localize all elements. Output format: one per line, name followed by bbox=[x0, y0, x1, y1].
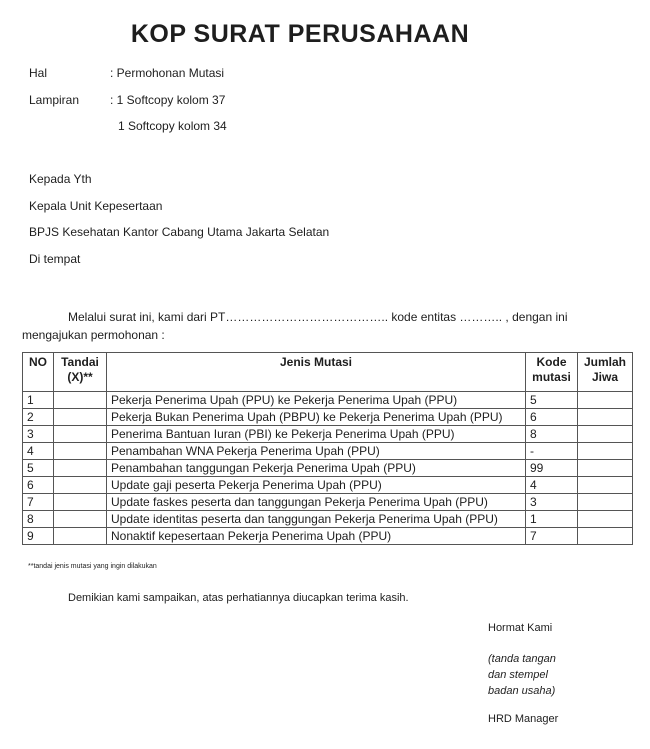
cell-kode: - bbox=[526, 443, 578, 460]
hal-value: : Permohonan Mutasi bbox=[110, 66, 225, 80]
cell-no: 8 bbox=[23, 511, 54, 528]
cell-jiwa[interactable] bbox=[578, 511, 633, 528]
recipient-line-3: BPJS Kesehatan Kantor Cabang Utama Jakarta Selatan bbox=[29, 225, 330, 239]
table-header-row bbox=[23, 353, 633, 392]
table-row bbox=[23, 426, 633, 443]
intro-line-1: Melalui surat ini, kami dari PT………………………………….. kode entitas ……….. , dengan ini bbox=[68, 310, 568, 324]
cell-jiwa[interactable] bbox=[578, 528, 633, 545]
table-row bbox=[23, 392, 633, 409]
header-no: NO bbox=[23, 353, 54, 392]
hal-label: Hal bbox=[29, 66, 48, 80]
cell-jiwa[interactable] bbox=[578, 409, 633, 426]
signature-greeting: Hormat Kami bbox=[488, 622, 553, 634]
signature-note-1: (tanda tangan bbox=[488, 653, 556, 665]
cell-tandai[interactable] bbox=[54, 460, 107, 477]
cell-tandai[interactable] bbox=[54, 494, 107, 511]
cell-jenis: Pekerja Penerima Upah (PPU) ke Pekerja Penerima Upah (PPU) bbox=[107, 392, 526, 409]
cell-kode: 7 bbox=[526, 528, 578, 545]
cell-kode: 8 bbox=[526, 426, 578, 443]
cell-jenis: Update identitas peserta dan tanggungan Pekerja Penerima Upah (PPU) bbox=[107, 511, 526, 528]
cell-kode: 99 bbox=[526, 460, 578, 477]
header-kode-mutasi: Kode mutasi bbox=[526, 353, 578, 392]
cell-kode: 3 bbox=[526, 494, 578, 511]
cell-no: 4 bbox=[23, 443, 54, 460]
cell-no: 7 bbox=[23, 494, 54, 511]
table-row bbox=[23, 494, 633, 511]
cell-kode: 4 bbox=[526, 477, 578, 494]
cell-jiwa[interactable] bbox=[578, 460, 633, 477]
cell-no: 6 bbox=[23, 477, 54, 494]
lampiran-value-2: 1 Softcopy kolom 34 bbox=[118, 119, 227, 133]
cell-no: 9 bbox=[23, 528, 54, 545]
lampiran-label: Lampiran bbox=[29, 93, 80, 107]
signature-note-3: badan usaha) bbox=[488, 685, 556, 697]
table-footnote: **tandai jenis mutasi yang ingin dilakukan bbox=[28, 563, 157, 570]
cell-jiwa[interactable] bbox=[578, 477, 633, 494]
header-tandai: Tandai (X)** bbox=[54, 353, 107, 392]
cell-jenis: Penerima Bantuan Iuran (PBI) ke Pekerja Penerima Upah (PPU) bbox=[107, 426, 526, 443]
recipient-line-4: Di tempat bbox=[29, 252, 81, 266]
cell-jiwa[interactable] bbox=[578, 443, 633, 460]
cell-no: 2 bbox=[23, 409, 54, 426]
table-row bbox=[23, 528, 633, 545]
cell-jenis: Update gaji peserta Pekerja Penerima Upah (PPU) bbox=[107, 477, 526, 494]
cell-tandai[interactable] bbox=[54, 511, 107, 528]
cell-no: 5 bbox=[23, 460, 54, 477]
cell-tandai[interactable] bbox=[54, 477, 107, 494]
cell-kode: 6 bbox=[526, 409, 578, 426]
cell-jenis: Nonaktif kepesertaan Pekerja Penerima Upah (PPU) bbox=[107, 528, 526, 545]
cell-tandai[interactable] bbox=[54, 392, 107, 409]
cell-tandai[interactable] bbox=[54, 528, 107, 545]
cell-no: 1 bbox=[23, 392, 54, 409]
signature-note-2: dan stempel bbox=[488, 669, 548, 681]
table-row bbox=[23, 477, 633, 494]
cell-tandai[interactable] bbox=[54, 443, 107, 460]
cell-no: 3 bbox=[23, 426, 54, 443]
cell-jenis: Penambahan WNA Pekerja Penerima Upah (PPU) bbox=[107, 443, 526, 460]
cell-kode: 1 bbox=[526, 511, 578, 528]
mutation-table bbox=[22, 352, 633, 545]
recipient-line-2: Kepala Unit Kepesertaan bbox=[29, 199, 163, 213]
cell-jiwa[interactable] bbox=[578, 494, 633, 511]
table-row bbox=[23, 460, 633, 477]
cell-jiwa[interactable] bbox=[578, 426, 633, 443]
table-row bbox=[23, 443, 633, 460]
cell-jenis: Update faskes peserta dan tanggungan Pekerja Penerima Upah (PPU) bbox=[107, 494, 526, 511]
cell-tandai[interactable] bbox=[54, 426, 107, 443]
cell-kode: 5 bbox=[526, 392, 578, 409]
cell-jenis: Penambahan tanggungan Pekerja Penerima Upah (PPU) bbox=[107, 460, 526, 477]
cell-jenis: Pekerja Bukan Penerima Upah (PBPU) ke Pekerja Penerima Upah (PPU) bbox=[107, 409, 526, 426]
cell-tandai[interactable] bbox=[54, 409, 107, 426]
closing-sentence: Demikian kami sampaikan, atas perhatiannya diucapkan terima kasih. bbox=[68, 592, 409, 604]
header-jenis-mutasi: Jenis Mutasi bbox=[107, 353, 526, 392]
cell-jiwa[interactable] bbox=[578, 392, 633, 409]
header-jumlah-jiwa: Jumlah Jiwa bbox=[578, 353, 633, 392]
recipient-line-1: Kepada Yth bbox=[29, 172, 92, 186]
signature-role: HRD Manager bbox=[488, 713, 559, 725]
letterhead-title: KOP SURAT PERUSAHAAN bbox=[130, 20, 470, 48]
intro-line-2: mengajukan permohonan : bbox=[22, 328, 165, 342]
lampiran-value-1: : 1 Softcopy kolom 37 bbox=[110, 93, 226, 107]
table-row bbox=[23, 511, 633, 528]
table-row bbox=[23, 409, 633, 426]
